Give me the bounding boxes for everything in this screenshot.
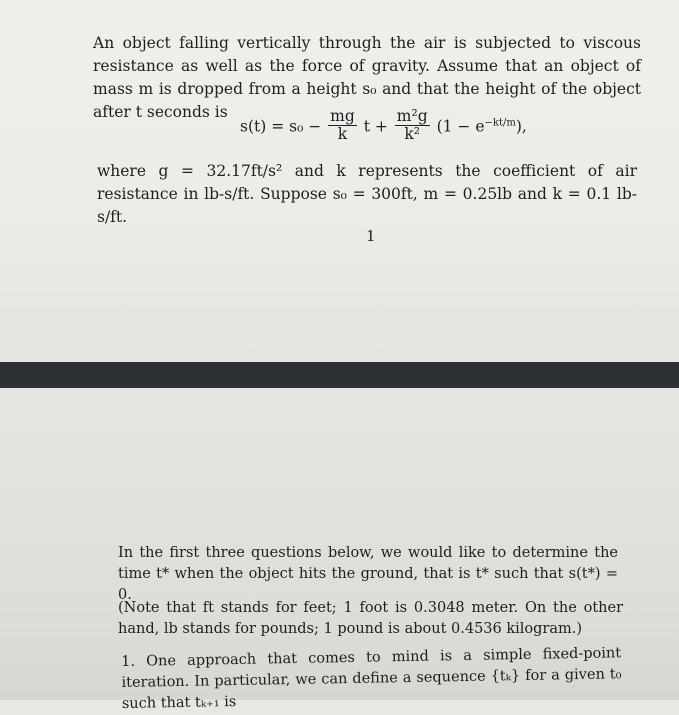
problem-intro-paragraph: An object falling vertically through the air is subjected to viscous resistance as well as the force of gravity. Assume that an object of mass m is dropped from a height s₀ and that the height of the object after t seconds is [93,34,641,121]
equation-close: ), [515,117,527,136]
page-number: 1 [366,227,376,245]
equation-tail: (1 − e [436,117,485,136]
fraction-denominator: k² [404,125,421,143]
equation-lhs: s(t) = s₀ − [240,117,322,136]
question-1-paragraph: 1. One approach that comes to mind is a simple fixed-point iteration. In particular, we can define a sequence {tₖ} for a given t₀ such that tₖ₊₁ is [121,645,622,712]
fraction-mg-over-k [328,108,357,143]
fraction-denominator: k [337,125,348,143]
units-note-paragraph: (Note that ft stands for feet; 1 foot is 0.3048 meter. On the other hand, lb stands for pounds; 1 pound is about 0.4536 kilogram.) [118,600,623,637]
constants-paragraph: where g = 32.17ft/s² and k represents the coefficient of air resistance in lb-s/ft. Suppose s₀ = 300ft, m = 0.25lb and k = 0.1 lb-s/ft. [97,162,637,226]
fraction-m2g-over-k2 [395,108,430,143]
questions-intro-paragraph: In the first three questions below, we would like to determine the time t* when the object hits the ground, that is t* such that s(t*) = 0. [118,545,618,603]
fraction-numerator: m²g [396,107,428,125]
height-equation [240,107,527,145]
page-divider [0,362,679,388]
fraction-numerator: mg [330,107,355,125]
equation-exponent: −kt/m [484,117,516,129]
equation-middle: t + [363,117,388,136]
